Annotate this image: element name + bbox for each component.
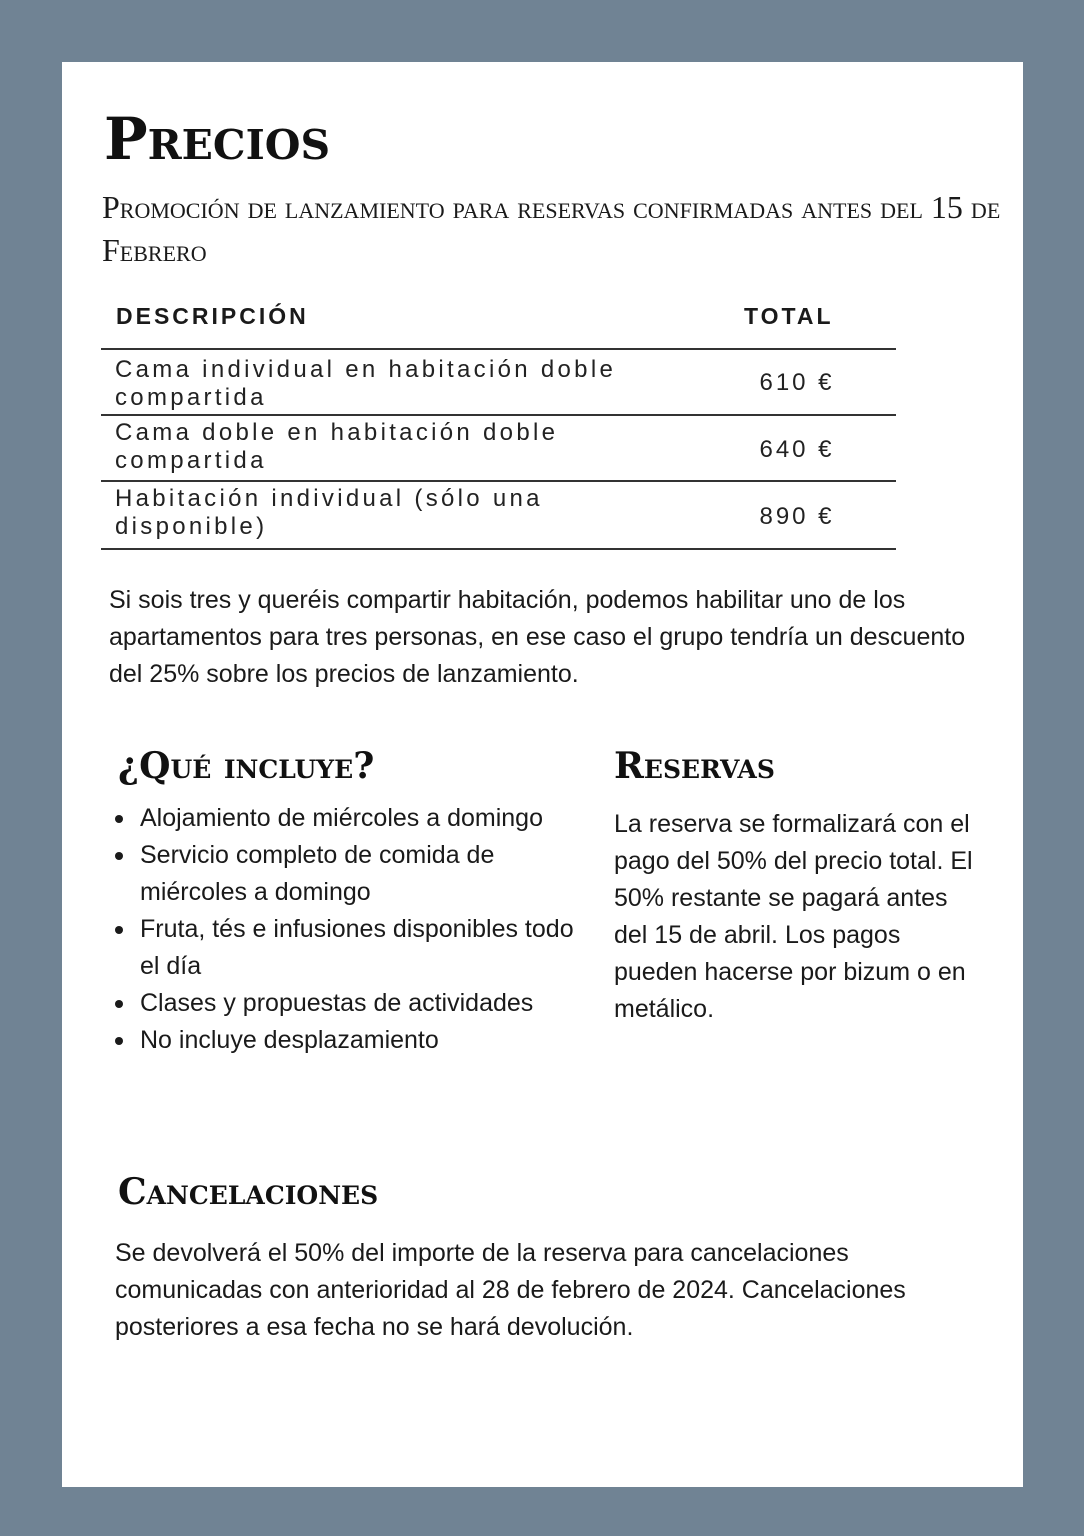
- list-item-text: Alojamiento de miércoles a domingo: [140, 804, 543, 832]
- bullet-icon: [115, 926, 123, 934]
- bullet-icon: [115, 852, 123, 860]
- table-row-total: 610 €: [759, 369, 835, 396]
- document-page: [62, 62, 1023, 1487]
- list-item-text: Clases y propuestas de actividades: [140, 989, 534, 1017]
- list-item: [108, 985, 578, 1022]
- reservations-heading: Reservas: [614, 745, 775, 787]
- bullet-icon: [115, 1000, 123, 1008]
- list-item: [108, 1022, 578, 1059]
- table-divider: [101, 348, 896, 350]
- cancellations-text: Se devolverá el 50% del importe de la reserva para cancelaciones comunicadas con anterioridad al 28 de febrero de 2024. Cancelaciones posteriores a esa fecha no se hará devolución.: [115, 1239, 906, 1341]
- price-note: Si sois tres y queréis compartir habitación, podemos habilitar uno de los apartamentos para tres personas, en ese caso el grupo tendría un descuento del 25% sobre los precios de lanzamiento.: [109, 586, 966, 688]
- table-row-description: Cama individual en habitación doble compartida: [115, 356, 617, 411]
- list-item: [108, 911, 578, 985]
- list-item-text: Fruta, tés e infusiones disponibles todo el día: [140, 915, 574, 980]
- list-item: [108, 837, 578, 911]
- bullet-icon: [115, 1037, 123, 1045]
- list-item-text: Servicio completo de comida de miércoles a domingo: [140, 841, 495, 906]
- table-header-total: TOTAL: [744, 303, 834, 329]
- table-row-total: 890 €: [759, 503, 835, 530]
- page-subtitle: Promoción de lanzamiento para reservas confirmadas antes del 15 de Febrero: [102, 189, 1001, 268]
- includes-heading: ¿Qué incluye?: [118, 745, 375, 787]
- table-row-description: Habitación individual (sólo una disponible): [115, 485, 543, 540]
- table-header-description: DESCRIPCIÓN: [116, 303, 309, 329]
- table-divider: [101, 480, 896, 482]
- cancellations-heading: Cancelaciones: [118, 1171, 379, 1213]
- list-item: [108, 800, 578, 837]
- includes-list: [108, 800, 578, 1059]
- table-row-total: 640 €: [759, 436, 835, 463]
- page-title: Precios: [104, 105, 331, 173]
- table-divider: [101, 548, 896, 550]
- reservations-text: La reserva se formalizará con el pago del 50% del precio total. El 50% restante se pagará antes del 15 de abril. Los pagos pueden hacerse por bizum o en metálico.: [614, 810, 973, 1023]
- list-item-text: No incluye desplazamiento: [140, 1026, 439, 1054]
- table-divider: [101, 414, 896, 416]
- table-row-description: Cama doble en habitación doble compartida: [115, 419, 559, 474]
- bullet-icon: [115, 815, 123, 823]
